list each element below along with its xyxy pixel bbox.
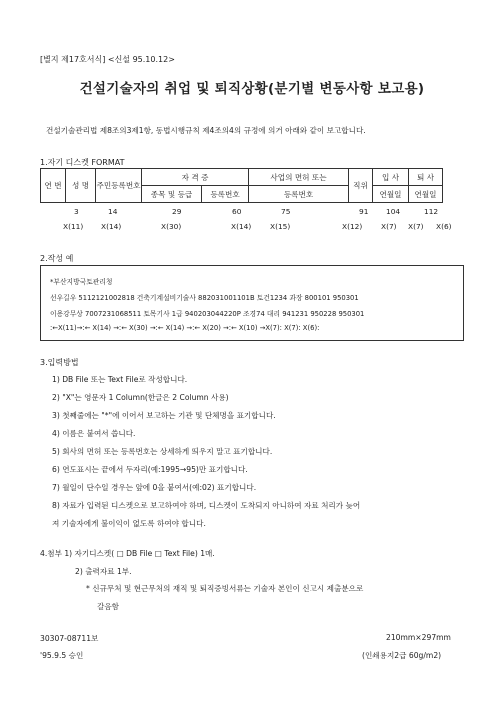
section1-heading: 1.자기 디스켓 FORMAT xyxy=(40,158,125,167)
header-position: 직위 xyxy=(349,169,373,203)
field-format: X(12) xyxy=(342,222,363,231)
header-reg-no: 등록번호 xyxy=(202,186,249,203)
field-format: X(14) xyxy=(101,222,122,231)
field-format: X(7) xyxy=(408,222,424,231)
example-line: 이용강무상 7007231068511 토목기사 1급 940203044220P 조경74 대리 941231 950228 950301 xyxy=(50,310,365,318)
pos-number: 75 xyxy=(281,207,291,216)
method-item: 4) 이름은 붙여서 씁니다. xyxy=(52,429,136,438)
paper-spec: (인쇄용지2급 60g/m2) xyxy=(362,651,442,660)
header-hire-date: 연월일 xyxy=(373,186,409,203)
header-retire: 퇴 사 xyxy=(409,169,443,186)
field-format: X(11) xyxy=(63,222,84,231)
field-format: X(15) xyxy=(270,222,291,231)
approval-date: '95.9.5 승인 xyxy=(40,651,84,660)
header-qualification: 자 격 증 xyxy=(142,169,249,186)
example-box xyxy=(40,265,464,341)
example-line: :←X(11)→:← X(14) →:← X(30) →:← X(14) →:← X(20) →:← X(10) →X(7): X(7): X(6): xyxy=(50,324,320,332)
pos-number: 104 xyxy=(386,207,401,216)
attachment-line2: 2) 출력자료 1부. xyxy=(75,567,132,576)
method-item: 1) DB File 또는 Text File로 작성합니다. xyxy=(52,375,188,384)
header-serial: 연 번 xyxy=(41,169,66,203)
pos-number: 60 xyxy=(232,207,242,216)
pos-number: 3 xyxy=(74,207,79,216)
header-business-reg: 등록번호 xyxy=(249,186,349,203)
example-line: *부산지방국토관리청 xyxy=(50,278,113,286)
pos-number: 29 xyxy=(172,207,182,216)
section2-heading: 2.작성 예 xyxy=(40,254,74,263)
field-format: X(30) xyxy=(161,222,182,231)
field-format: X(6) xyxy=(436,222,452,231)
pos-number: 112 xyxy=(424,207,439,216)
intro-text: 건설기술관리법 제8조의3제1항, 동법시행규칙 제4조의4의 규정에 의거 아래와 같이 보고합니다. xyxy=(46,126,366,135)
header-business: 사업의 면허 또는 xyxy=(249,169,349,186)
header-kind-grade: 종목 및 등급 xyxy=(142,186,202,203)
attachment-note: * 신규무처 및 현근무처의 재직 및 퇴직증빙서류는 기술자 본인이 신고시 제출분으로 xyxy=(86,584,364,593)
pos-number: 91 xyxy=(359,207,369,216)
pos-number: 14 xyxy=(108,207,118,216)
header-retire-date: 연월일 xyxy=(409,186,443,203)
field-format: X(14) xyxy=(231,222,252,231)
method-item: 져 기술자에게 불이익이 없도록 하여야 합니다. xyxy=(52,519,206,528)
format-table xyxy=(40,168,443,203)
field-format: X(7) xyxy=(381,222,397,231)
example-line: 선우길우 5112121002818 건축기계설비기술사 882031001101B 토건1234 과장 800101 950301 xyxy=(50,294,359,302)
method-item: 7) 월일이 단수일 경우는 앞에 0을 붙여서(예:02) 표기합니다. xyxy=(52,483,257,492)
form-code: 30307-08711보 xyxy=(40,634,99,643)
attachment-note-cont: 갈음함 xyxy=(97,602,120,611)
method-item: 5) 회사의 면허 또는 등록번호는 상세하게 띄우지 말고 표기합니다. xyxy=(52,447,273,456)
header-name: 성 명 xyxy=(66,169,96,203)
paper-size: 210mm×297mm xyxy=(386,633,451,642)
section3-heading: 3.입력방법 xyxy=(40,358,79,367)
header-hire: 입 사 xyxy=(373,169,409,186)
page-title: 건설기술자의 취업 및 퇴직상황(분기별 변동사항 보고용) xyxy=(79,81,425,97)
method-item: 3) 첫째줄에는 "*"에 이어서 보고하는 기관 및 단체명을 표기합니다. xyxy=(52,411,276,420)
header-resident-no: 주민등록번호 xyxy=(96,169,142,203)
form-tag: [별지 제17호서식] <신설 95.10.12> xyxy=(40,55,175,64)
attachment-line1: 4.첨부 1) 자기디스켓( □ DB File □ Text File) 1매. xyxy=(40,549,215,558)
method-item: 2) "X"는 영문자 1 Column(한글은 2 Column 사용) xyxy=(52,393,229,402)
method-item: 6) 연도표시는 끝에서 두자리(예:1995→95)만 표기합니다. xyxy=(52,465,248,474)
method-item: 8) 자료가 입력된 디스켓으로 보고하여야 하며, 디스켓이 도착되지 아니하여 자료 처리가 늦어 xyxy=(52,501,361,510)
